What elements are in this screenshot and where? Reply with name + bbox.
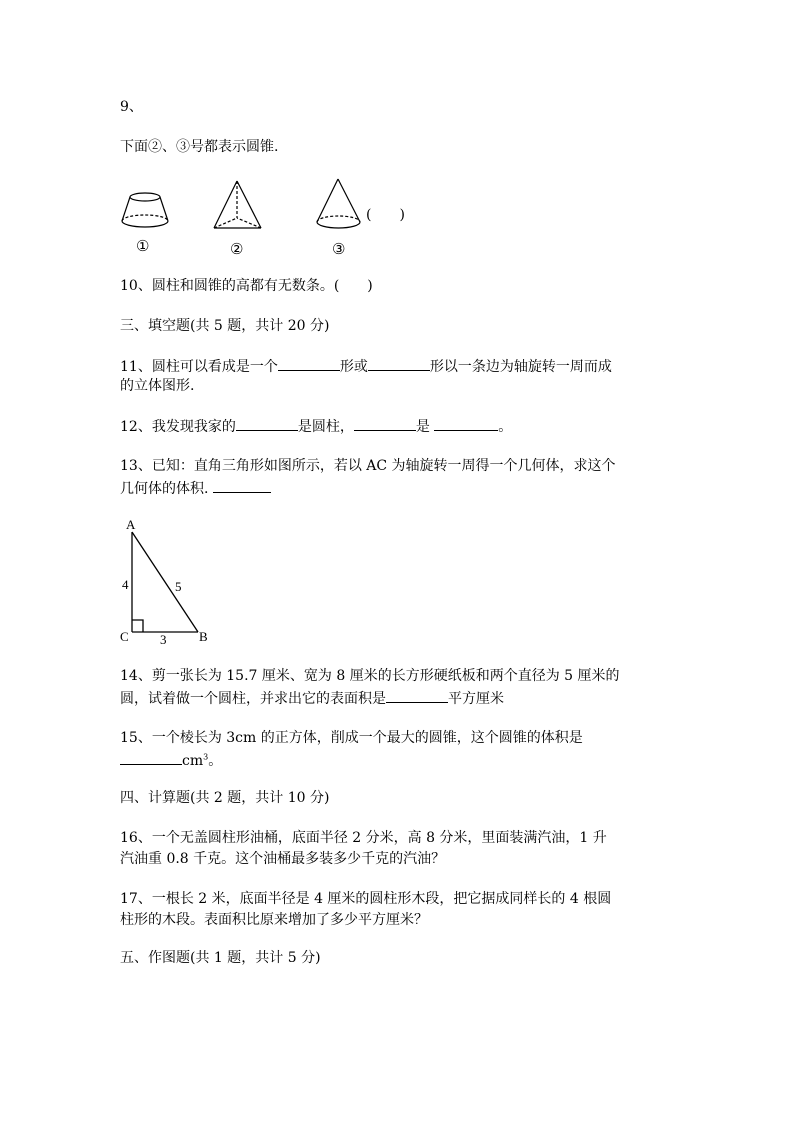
shape-label-1: ① [136, 237, 150, 255]
q16-line1: 16、一个无盖圆柱形油桶，底面半径 2 分米，高 8 分米，里面装满汽油，1 升 [120, 830, 607, 846]
section3-heading: 三、填空题(共 5 题，共计 20 分) [120, 318, 330, 334]
triangle-side-cb-length: 3 [160, 632, 167, 647]
q9-answer-parens: ( ) [366, 207, 405, 223]
triangle-side-ab [132, 532, 198, 632]
section5-heading: 五、作图题(共 1 题，共计 5 分) [120, 950, 321, 966]
right-angle-mark [132, 620, 143, 632]
q15-blank [120, 750, 182, 765]
q17-line1: 17、一根长 2 米，底面半径是 4 厘米的圆柱形木段，把它据成同样长的 4 根圆 [120, 891, 612, 907]
q12-part2: 是圆柱， [297, 419, 354, 435]
q13-line2-text: 几何体的体积. [120, 481, 209, 497]
q15-line2 [120, 750, 222, 771]
triangle-vertex-c: C [120, 629, 129, 644]
q11-part2: 形或 [339, 359, 368, 375]
section4-heading: 四、计算题(共 2 题，共计 10 分) [120, 790, 330, 806]
q9-number: 9、 [120, 99, 143, 115]
q15-unit-exponent: 3 [203, 752, 209, 762]
q17-line2: 柱形的木段。表面积比原来增加了多少平方厘米？ [120, 912, 428, 928]
q9-statement: 下面②、③号都表示圆锥. [120, 139, 279, 155]
shape-label-3: ③ [332, 240, 346, 258]
triangle-side-ab-length: 5 [175, 579, 182, 594]
q14-line2-part1: 圆，试着做一个圆柱，并求出它的表面积是 [120, 691, 386, 707]
q15-line1: 15、一个棱长为 3cm 的正方体，削成一个最大的圆锥，这个圆锥的体积是 [120, 730, 583, 746]
q13-line1: 13、已知：直角三角形如图所示，若以 AC 为轴旋转一周得一个几何体，求这个 [120, 458, 616, 474]
q11-part3: 形以一条边为轴旋转一周而成 [429, 359, 612, 375]
q11-line2: 的立体图形. [120, 378, 195, 394]
shape-label-2: ② [230, 240, 244, 258]
q12-part1: 12、我发现我家的 [120, 419, 236, 435]
q14-line2-part2: 平方厘米 [448, 691, 504, 707]
q15-end: 。 [208, 753, 223, 769]
q16-line2: 汽油重 0.8 千克。这个油桶最多装多少千克的汽油？ [120, 851, 446, 867]
q14-line1: 14、剪一张长为 15.7 厘米、宽为 8 厘米的长方形硬纸板和两个直径为 5 厘米的 [120, 668, 620, 684]
triangle-side-ac-length: 4 [122, 577, 129, 592]
triangle-vertex-b: B [199, 629, 208, 644]
q11-part1: 11、圆柱可以看成是一个 [120, 359, 278, 375]
q14-line2 [120, 688, 504, 709]
q10-text: 10、圆柱和圆锥的高都有无数条。( ) [120, 278, 373, 294]
q15-unit: cm [182, 753, 204, 769]
q14-blank [386, 688, 448, 703]
triangle-vertex-a: A [126, 517, 136, 532]
q12-part3: 是 [415, 419, 430, 435]
q12-part4: 。 [498, 419, 513, 435]
